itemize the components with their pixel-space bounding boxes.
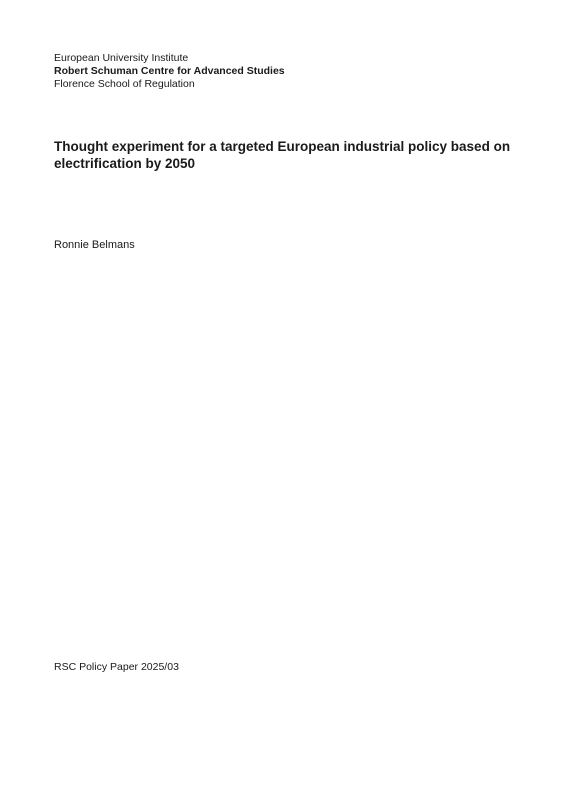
- institution-block: [54, 52, 514, 91]
- paper-author: Ronnie Belmans: [54, 239, 135, 251]
- centre-name: Robert Schuman Centre for Advanced Studies: [54, 65, 285, 77]
- paper-title: Thought experiment for a targeted European industrial policy based on electrification by 2050: [54, 139, 511, 171]
- school-name: Florence School of Regulation: [54, 78, 195, 90]
- university-name: European University Institute: [54, 52, 189, 64]
- paper-series: RSC Policy Paper 2025/03: [54, 661, 179, 673]
